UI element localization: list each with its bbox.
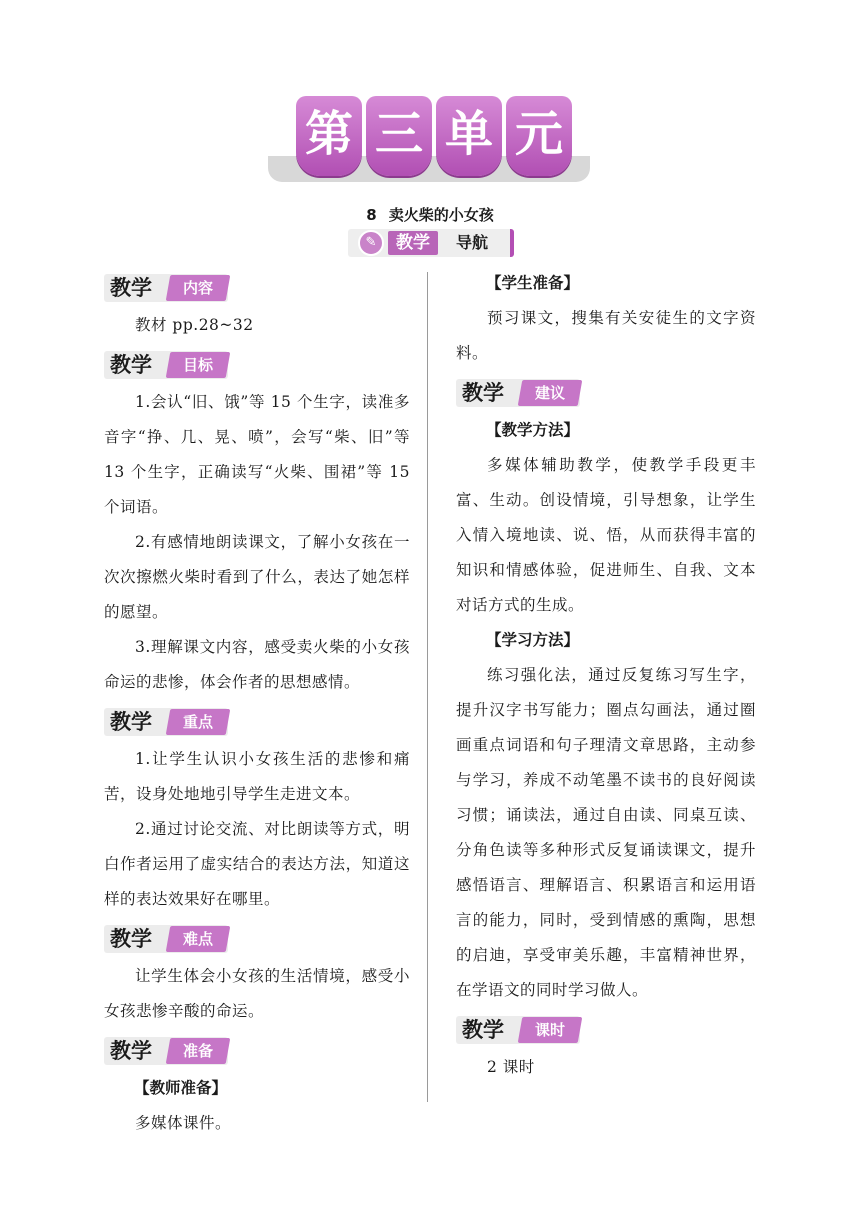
section-header-content	[104, 272, 232, 304]
unit-char-2: 三	[366, 96, 432, 176]
content-text: 教材 pp.28~32	[135, 316, 254, 334]
difficulty-text: 让学生体会小女孩的生活情境，感受小女孩悲惨辛酸的命运。	[104, 967, 410, 1020]
lesson-title	[0, 204, 860, 225]
hours-text: 2 课时	[487, 1058, 535, 1076]
key-item: 2.通过讨论交流、对比朗读等方式，明白作者运用了虚实结合的表达方法，知道这样的表达效果好在哪里。	[104, 820, 410, 908]
teacher-prep-text: 多媒体课件。	[135, 1114, 232, 1132]
pen-icon: ✎	[358, 230, 384, 256]
section-main-label: 教学	[110, 710, 152, 734]
goal-item: 2.有感情地朗读课文，了解小女孩在一次次擦燃火柴时看到了什么，表达了她怎样的愿望。	[104, 533, 410, 621]
section-sub-label: 目标	[166, 352, 231, 378]
teaching-method-text: 多媒体辅助教学，使教学手段更丰富、生动。创设情境，引导想象，让学生入情入境地读、说、悟，从而获得丰富的知识和情感体验，促进师生、自我、文本对话方式的生成。	[456, 456, 756, 614]
nav-sub-label: 导航	[456, 233, 489, 252]
section-main-label: 教学	[462, 381, 504, 405]
teaching-method-heading: 【教学方法】	[486, 421, 580, 439]
section-main-label: 教学	[110, 276, 152, 300]
section-sub-label: 建议	[518, 380, 583, 406]
lesson-number: 8	[366, 206, 377, 224]
lesson-name: 卖火柴的小女孩	[388, 206, 494, 224]
section-main-label: 教学	[110, 353, 152, 377]
student-prep-heading: 【学生准备】	[486, 274, 580, 292]
nav-main-label: 教学	[388, 231, 438, 255]
section-main-label: 教学	[462, 1018, 504, 1042]
unit-char-4: 元	[506, 96, 572, 176]
key-item: 1.让学生认识小女孩生活的悲惨和痛苦，设身处地地引导学生走进文本。	[104, 750, 410, 803]
section-header-advice	[456, 377, 584, 409]
right-column	[456, 266, 756, 1085]
column-divider	[427, 272, 428, 1102]
section-header-hours	[456, 1014, 584, 1046]
unit-char-3: 单	[436, 96, 502, 176]
section-sub-label: 难点	[166, 926, 231, 952]
section-header-goals	[104, 349, 232, 381]
section-header-difficulty	[104, 923, 232, 955]
teaching-nav-badge	[348, 229, 514, 257]
student-prep-text: 预习课文，搜集有关安徒生的文字资料。	[456, 309, 756, 362]
section-header-prep	[104, 1035, 232, 1067]
study-method-text: 练习强化法，通过反复练习写生字，提升汉字书写能力；圈点勾画法，通过圈画重点词语和句子理清文章思路，主动参与学习，养成不动笔墨不读书的良好阅读习惯；诵读法，通过自由读、同桌互读、分角色读等多种形式反复诵读课文，提升感悟语言、理解语言、积累语言和运用语言的能力，同时，受到情感的熏陶，思想的启迪，享受审美乐趣，丰富精神世界，在学语文的同时学习做人。	[456, 666, 756, 999]
goal-item: 3.理解课文内容，感受卖火柴的小女孩命运的悲惨，体会作者的思想感情。	[104, 638, 410, 691]
section-sub-label: 准备	[166, 1038, 231, 1064]
section-sub-label: 内容	[166, 275, 231, 301]
section-sub-label: 重点	[166, 709, 231, 735]
section-sub-label: 课时	[518, 1017, 583, 1043]
goal-item: 1.会认“旧、饿”等 15 个生字，读准多音字“挣、几、晃、喷”，会写“柴、旧”等 13 个生字，正确读写“火柴、围裙”等 15 个词语。	[104, 393, 410, 516]
left-column	[104, 266, 410, 1141]
unit-char-1: 第	[296, 96, 362, 176]
section-main-label: 教学	[110, 927, 152, 951]
teacher-prep-heading: 【教师准备】	[134, 1079, 228, 1097]
unit-banner	[268, 96, 592, 188]
study-method-heading: 【学习方法】	[486, 631, 580, 649]
section-header-key	[104, 706, 232, 738]
section-main-label: 教学	[110, 1039, 152, 1063]
